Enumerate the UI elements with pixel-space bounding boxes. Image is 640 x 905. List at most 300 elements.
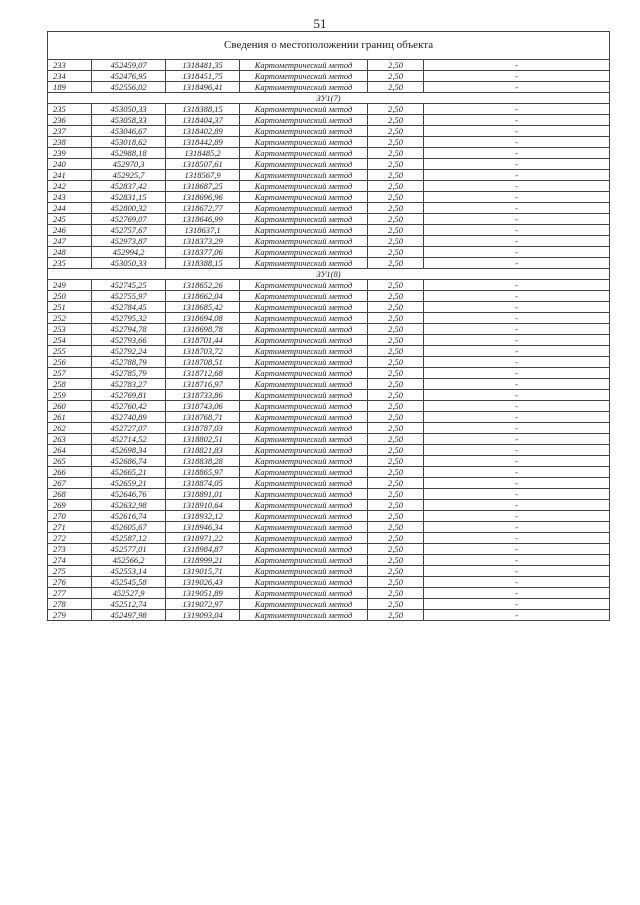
precision-cell: 2,50 — [368, 379, 424, 390]
note-cell: - — [424, 599, 610, 610]
precision-cell: 2,50 — [368, 71, 424, 82]
y-coordinate-cell: 1318712,68 — [166, 368, 240, 379]
x-coordinate-cell: 452512,74 — [92, 599, 166, 610]
x-coordinate-cell: 452784,45 — [92, 302, 166, 313]
y-coordinate-cell: 1318652,26 — [166, 280, 240, 291]
y-coordinate-cell: 1318481,35 — [166, 60, 240, 71]
method-cell: Картометрический метод — [240, 577, 368, 588]
method-cell: Картометрический метод — [240, 401, 368, 412]
note-cell: - — [424, 610, 610, 621]
x-coordinate-cell: 452755,97 — [92, 291, 166, 302]
method-cell: Картометрический метод — [240, 258, 368, 269]
precision-cell: 2,50 — [368, 588, 424, 599]
method-cell: Картометрический метод — [240, 236, 368, 247]
point-number-cell: 274 — [48, 555, 92, 566]
note-cell: - — [424, 467, 610, 478]
point-number-cell: 189 — [48, 82, 92, 93]
table-row — [48, 159, 610, 170]
point-number-cell: 262 — [48, 423, 92, 434]
y-coordinate-cell: 1318646,99 — [166, 214, 240, 225]
table-row — [48, 214, 610, 225]
x-coordinate-cell: 452795,32 — [92, 313, 166, 324]
point-number-cell: 254 — [48, 335, 92, 346]
x-coordinate-cell: 452556,02 — [92, 82, 166, 93]
method-cell: Картометрический метод — [240, 511, 368, 522]
point-number-cell: 276 — [48, 577, 92, 588]
method-cell: Картометрический метод — [240, 126, 368, 137]
precision-cell: 2,50 — [368, 104, 424, 115]
x-coordinate-cell: 452698,34 — [92, 445, 166, 456]
note-cell: - — [424, 159, 610, 170]
method-cell: Картометрический метод — [240, 104, 368, 115]
method-cell: Картометрический метод — [240, 247, 368, 258]
point-number-cell: 260 — [48, 401, 92, 412]
y-coordinate-cell: 1318703,72 — [166, 346, 240, 357]
x-coordinate-cell: 452714,52 — [92, 434, 166, 445]
y-coordinate-cell: 1318672,77 — [166, 203, 240, 214]
method-cell: Картометрический метод — [240, 335, 368, 346]
method-cell: Картометрический метод — [240, 115, 368, 126]
method-cell: Картометрический метод — [240, 313, 368, 324]
table-row — [48, 533, 610, 544]
method-cell: Картометрический метод — [240, 445, 368, 456]
precision-cell: 2,50 — [368, 214, 424, 225]
method-cell: Картометрический метод — [240, 434, 368, 445]
precision-cell: 2,50 — [368, 225, 424, 236]
point-number-cell: 245 — [48, 214, 92, 225]
point-number-cell: 277 — [48, 588, 92, 599]
note-cell: - — [424, 577, 610, 588]
table-row — [48, 467, 610, 478]
precision-cell: 2,50 — [368, 335, 424, 346]
precision-cell: 2,50 — [368, 368, 424, 379]
note-cell: - — [424, 522, 610, 533]
y-coordinate-cell: 1318932,12 — [166, 511, 240, 522]
note-cell: - — [424, 71, 610, 82]
x-coordinate-cell: 453050,33 — [92, 258, 166, 269]
y-coordinate-cell: 1318838,28 — [166, 456, 240, 467]
precision-cell: 2,50 — [368, 126, 424, 137]
point-number-cell: 259 — [48, 390, 92, 401]
precision-cell: 2,50 — [368, 434, 424, 445]
y-coordinate-cell: 1318787,03 — [166, 423, 240, 434]
method-cell: Картометрический метод — [240, 60, 368, 71]
table-row — [48, 445, 610, 456]
precision-cell: 2,50 — [368, 357, 424, 368]
table-row — [48, 148, 610, 159]
method-cell: Картометрический метод — [240, 280, 368, 291]
note-cell: - — [424, 324, 610, 335]
y-coordinate-cell: 1319051,89 — [166, 588, 240, 599]
table-row — [48, 357, 610, 368]
precision-cell: 2,50 — [368, 181, 424, 192]
x-coordinate-cell: 452800,32 — [92, 203, 166, 214]
precision-cell: 2,50 — [368, 456, 424, 467]
note-cell: - — [424, 236, 610, 247]
table-row — [48, 192, 610, 203]
method-cell: Картометрический метод — [240, 478, 368, 489]
method-cell: Картометрический метод — [240, 214, 368, 225]
table-row — [48, 511, 610, 522]
point-number-cell: 251 — [48, 302, 92, 313]
precision-cell: 2,50 — [368, 192, 424, 203]
method-cell: Картометрический метод — [240, 82, 368, 93]
y-coordinate-cell: 1318743,06 — [166, 401, 240, 412]
point-number-cell: 235 — [48, 104, 92, 115]
y-coordinate-cell: 1319026,43 — [166, 577, 240, 588]
precision-cell: 2,50 — [368, 577, 424, 588]
method-cell: Картометрический метод — [240, 148, 368, 159]
y-coordinate-cell: 1318716,97 — [166, 379, 240, 390]
note-cell: - — [424, 401, 610, 412]
method-cell: Картометрический метод — [240, 71, 368, 82]
precision-cell: 2,50 — [368, 170, 424, 181]
x-coordinate-cell: 452769,81 — [92, 390, 166, 401]
point-number-cell: 258 — [48, 379, 92, 390]
table-row — [48, 566, 610, 577]
method-cell: Картометрический метод — [240, 379, 368, 390]
method-cell: Картометрический метод — [240, 159, 368, 170]
note-cell: - — [424, 533, 610, 544]
table-row — [48, 577, 610, 588]
note-cell: - — [424, 148, 610, 159]
note-cell: - — [424, 456, 610, 467]
x-coordinate-cell: 452459,07 — [92, 60, 166, 71]
table-row — [48, 335, 610, 346]
method-cell: Картометрический метод — [240, 423, 368, 434]
y-coordinate-cell: 1318696,96 — [166, 192, 240, 203]
table-row — [48, 313, 610, 324]
y-coordinate-cell: 1318377,06 — [166, 247, 240, 258]
table-row — [48, 522, 610, 533]
note-cell: - — [424, 489, 610, 500]
table-row — [48, 104, 610, 115]
table-row — [48, 324, 610, 335]
point-number-cell: 269 — [48, 500, 92, 511]
point-number-cell: 278 — [48, 599, 92, 610]
note-cell: - — [424, 511, 610, 522]
method-cell: Картометрический метод — [240, 181, 368, 192]
point-number-cell: 279 — [48, 610, 92, 621]
precision-cell: 2,50 — [368, 291, 424, 302]
point-number-cell: 272 — [48, 533, 92, 544]
precision-cell: 2,50 — [368, 82, 424, 93]
note-cell: - — [424, 379, 610, 390]
precision-cell: 2,50 — [368, 555, 424, 566]
table-row — [48, 280, 610, 291]
method-cell: Картометрический метод — [240, 170, 368, 181]
precision-cell: 2,50 — [368, 346, 424, 357]
point-number-cell: 252 — [48, 313, 92, 324]
x-coordinate-cell: 453046,67 — [92, 126, 166, 137]
y-coordinate-cell: 1318768,71 — [166, 412, 240, 423]
y-coordinate-cell: 1318802,51 — [166, 434, 240, 445]
method-cell: Картометрический метод — [240, 346, 368, 357]
x-coordinate-cell: 452566,2 — [92, 555, 166, 566]
point-number-cell: 248 — [48, 247, 92, 258]
x-coordinate-cell: 452783,27 — [92, 379, 166, 390]
precision-cell: 2,50 — [368, 599, 424, 610]
table-row — [48, 456, 610, 467]
y-coordinate-cell: 1318685,42 — [166, 302, 240, 313]
method-cell: Картометрический метод — [240, 203, 368, 214]
note-cell: - — [424, 82, 610, 93]
table-row — [48, 82, 610, 93]
x-coordinate-cell: 452527,9 — [92, 588, 166, 599]
y-coordinate-cell: 1318687,25 — [166, 181, 240, 192]
table-row — [48, 258, 610, 269]
x-coordinate-cell: 452727,07 — [92, 423, 166, 434]
method-cell: Картометрический метод — [240, 588, 368, 599]
x-coordinate-cell: 452740,89 — [92, 412, 166, 423]
precision-cell: 2,50 — [368, 137, 424, 148]
y-coordinate-cell: 1318694,08 — [166, 313, 240, 324]
precision-cell: 2,50 — [368, 522, 424, 533]
point-number-cell: 233 — [48, 60, 92, 71]
y-coordinate-cell: 1318373,29 — [166, 236, 240, 247]
table-row — [48, 610, 610, 621]
method-cell: Картометрический метод — [240, 522, 368, 533]
table-row — [48, 291, 610, 302]
point-number-cell: 235 — [48, 258, 92, 269]
x-coordinate-cell: 452794,78 — [92, 324, 166, 335]
method-cell: Картометрический метод — [240, 225, 368, 236]
point-number-cell: 242 — [48, 181, 92, 192]
note-cell: - — [424, 302, 610, 313]
point-number-cell: 240 — [48, 159, 92, 170]
x-coordinate-cell: 453050,33 — [92, 104, 166, 115]
precision-cell: 2,50 — [368, 500, 424, 511]
note-cell: - — [424, 247, 610, 258]
table-row — [48, 115, 610, 126]
table-row — [48, 126, 610, 137]
precision-cell: 2,50 — [368, 401, 424, 412]
point-number-cell: 236 — [48, 115, 92, 126]
x-coordinate-cell: 452769,07 — [92, 214, 166, 225]
x-coordinate-cell: 452792,24 — [92, 346, 166, 357]
point-number-cell: 247 — [48, 236, 92, 247]
y-coordinate-cell: 1318507,61 — [166, 159, 240, 170]
note-cell: - — [424, 357, 610, 368]
y-coordinate-cell: 1318496,41 — [166, 82, 240, 93]
y-coordinate-cell: 1318485,2 — [166, 148, 240, 159]
table-row — [48, 71, 610, 82]
section-header-row — [48, 93, 610, 104]
note-cell: - — [424, 346, 610, 357]
precision-cell: 2,50 — [368, 489, 424, 500]
y-coordinate-cell: 1318708,51 — [166, 357, 240, 368]
method-cell: Картометрический метод — [240, 467, 368, 478]
x-coordinate-cell: 452994,2 — [92, 247, 166, 258]
precision-cell: 2,50 — [368, 478, 424, 489]
method-cell: Картометрический метод — [240, 555, 368, 566]
section-header-row — [48, 269, 610, 280]
precision-cell: 2,50 — [368, 610, 424, 621]
point-number-cell: 275 — [48, 566, 92, 577]
y-coordinate-cell: 1318946,34 — [166, 522, 240, 533]
table-row — [48, 236, 610, 247]
point-number-cell: 249 — [48, 280, 92, 291]
note-cell: - — [424, 313, 610, 324]
precision-cell: 2,50 — [368, 302, 424, 313]
precision-cell: 2,50 — [368, 115, 424, 126]
note-cell: - — [424, 335, 610, 346]
note-cell: - — [424, 500, 610, 511]
table-title-row — [48, 32, 610, 60]
x-coordinate-cell: 452837,42 — [92, 181, 166, 192]
note-cell: - — [424, 115, 610, 126]
y-coordinate-cell: 1318698,78 — [166, 324, 240, 335]
method-cell: Картометрический метод — [240, 302, 368, 313]
x-coordinate-cell: 452665,21 — [92, 467, 166, 478]
x-coordinate-cell: 452632,98 — [92, 500, 166, 511]
point-number-cell: 271 — [48, 522, 92, 533]
precision-cell: 2,50 — [368, 159, 424, 170]
note-cell: - — [424, 214, 610, 225]
x-coordinate-cell: 452497,98 — [92, 610, 166, 621]
x-coordinate-cell: 452646,76 — [92, 489, 166, 500]
section-label: ЗУ1(7) — [48, 93, 610, 104]
y-coordinate-cell: 1318402,89 — [166, 126, 240, 137]
note-cell: - — [424, 434, 610, 445]
method-cell: Картометрический метод — [240, 412, 368, 423]
table-row — [48, 346, 610, 357]
point-number-cell: 255 — [48, 346, 92, 357]
x-coordinate-cell: 452476,95 — [92, 71, 166, 82]
point-number-cell: 237 — [48, 126, 92, 137]
method-cell: Картометрический метод — [240, 137, 368, 148]
table-row — [48, 599, 610, 610]
point-number-cell: 234 — [48, 71, 92, 82]
point-number-cell: 243 — [48, 192, 92, 203]
x-coordinate-cell: 452831,15 — [92, 192, 166, 203]
table-row — [48, 247, 610, 258]
table-row — [48, 302, 610, 313]
method-cell: Картометрический метод — [240, 610, 368, 621]
y-coordinate-cell: 1318874,05 — [166, 478, 240, 489]
note-cell: - — [424, 170, 610, 181]
note-cell: - — [424, 60, 610, 71]
precision-cell: 2,50 — [368, 324, 424, 335]
y-coordinate-cell: 1318388,15 — [166, 258, 240, 269]
note-cell: - — [424, 478, 610, 489]
table-title: Сведения о местоположении границ объекта — [48, 32, 610, 60]
precision-cell: 2,50 — [368, 280, 424, 291]
note-cell: - — [424, 555, 610, 566]
note-cell: - — [424, 445, 610, 456]
table-body — [48, 32, 610, 621]
precision-cell: 2,50 — [368, 236, 424, 247]
note-cell: - — [424, 225, 610, 236]
precision-cell: 2,50 — [368, 445, 424, 456]
x-coordinate-cell: 452605,67 — [92, 522, 166, 533]
table-row — [48, 555, 610, 566]
point-number-cell: 267 — [48, 478, 92, 489]
point-number-cell: 241 — [48, 170, 92, 181]
x-coordinate-cell: 452760,42 — [92, 401, 166, 412]
x-coordinate-cell: 452785,79 — [92, 368, 166, 379]
point-number-cell: 239 — [48, 148, 92, 159]
x-coordinate-cell: 452925,7 — [92, 170, 166, 181]
table-row — [48, 489, 610, 500]
point-number-cell: 268 — [48, 489, 92, 500]
table-row — [48, 544, 610, 555]
note-cell: - — [424, 423, 610, 434]
note-cell: - — [424, 280, 610, 291]
precision-cell: 2,50 — [368, 511, 424, 522]
y-coordinate-cell: 1318821,83 — [166, 445, 240, 456]
method-cell: Картометрический метод — [240, 489, 368, 500]
note-cell: - — [424, 566, 610, 577]
method-cell: Картометрический метод — [240, 544, 368, 555]
precision-cell: 2,50 — [368, 467, 424, 478]
table-row — [48, 500, 610, 511]
precision-cell: 2,50 — [368, 258, 424, 269]
section-label: ЗУ1(8) — [48, 269, 610, 280]
method-cell: Картометрический метод — [240, 357, 368, 368]
y-coordinate-cell: 1318567,9 — [166, 170, 240, 181]
method-cell: Картометрический метод — [240, 599, 368, 610]
note-cell: - — [424, 192, 610, 203]
note-cell: - — [424, 544, 610, 555]
table-row — [48, 225, 610, 236]
point-number-cell: 256 — [48, 357, 92, 368]
y-coordinate-cell: 1318999,21 — [166, 555, 240, 566]
precision-cell: 2,50 — [368, 203, 424, 214]
point-number-cell: 270 — [48, 511, 92, 522]
x-coordinate-cell: 453018,62 — [92, 137, 166, 148]
y-coordinate-cell: 1318701,44 — [166, 335, 240, 346]
page-number: 51 — [313, 16, 327, 31]
x-coordinate-cell: 452788,79 — [92, 357, 166, 368]
point-number-cell: 246 — [48, 225, 92, 236]
note-cell: - — [424, 137, 610, 148]
table-row — [48, 390, 610, 401]
precision-cell: 2,50 — [368, 533, 424, 544]
x-coordinate-cell: 452745,25 — [92, 280, 166, 291]
y-coordinate-cell: 1319093,04 — [166, 610, 240, 621]
y-coordinate-cell: 1318891,01 — [166, 489, 240, 500]
precision-cell: 2,50 — [368, 60, 424, 71]
table-row — [48, 203, 610, 214]
point-number-cell: 273 — [48, 544, 92, 555]
method-cell: Картометрический метод — [240, 291, 368, 302]
x-coordinate-cell: 453058,33 — [92, 115, 166, 126]
point-number-cell: 266 — [48, 467, 92, 478]
point-number-cell: 265 — [48, 456, 92, 467]
x-coordinate-cell: 452553,14 — [92, 566, 166, 577]
point-number-cell: 238 — [48, 137, 92, 148]
x-coordinate-cell: 452757,67 — [92, 225, 166, 236]
precision-cell: 2,50 — [368, 423, 424, 434]
point-number-cell: 264 — [48, 445, 92, 456]
y-coordinate-cell: 1318388,15 — [166, 104, 240, 115]
x-coordinate-cell: 452793,66 — [92, 335, 166, 346]
x-coordinate-cell: 452970,3 — [92, 159, 166, 170]
point-number-cell: 263 — [48, 434, 92, 445]
precision-cell: 2,50 — [368, 566, 424, 577]
x-coordinate-cell: 452988,18 — [92, 148, 166, 159]
point-number-cell: 253 — [48, 324, 92, 335]
y-coordinate-cell: 1318733,86 — [166, 390, 240, 401]
method-cell: Картометрический метод — [240, 192, 368, 203]
boundary-coordinates-table — [47, 31, 610, 621]
precision-cell: 2,50 — [368, 412, 424, 423]
y-coordinate-cell: 1319015,71 — [166, 566, 240, 577]
point-number-cell: 250 — [48, 291, 92, 302]
y-coordinate-cell: 1319072,97 — [166, 599, 240, 610]
table-row — [48, 423, 610, 434]
